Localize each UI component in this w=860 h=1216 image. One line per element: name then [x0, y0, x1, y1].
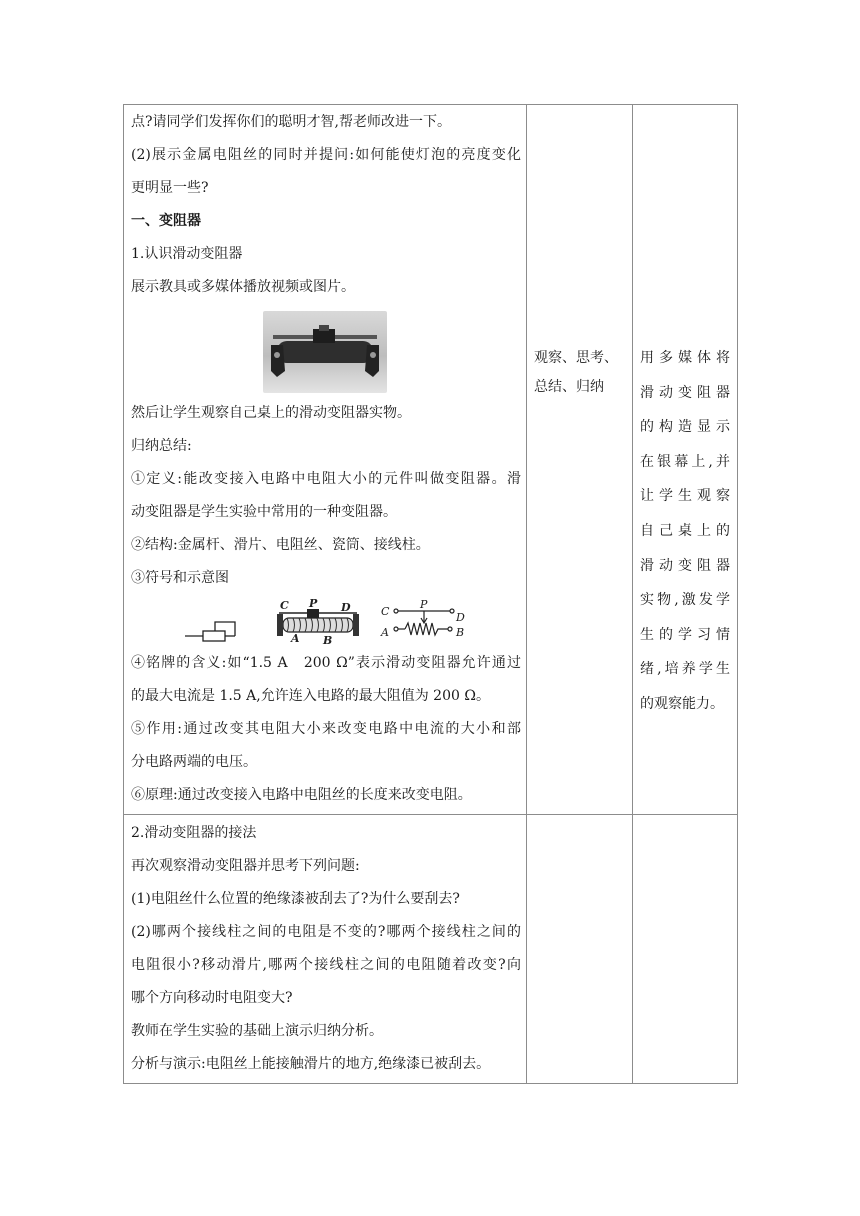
- text-line: 归纳总结:: [131, 438, 192, 454]
- student-activity-line: 总结、归纳: [534, 379, 604, 395]
- design-intent-line: 在银幕上,并: [640, 453, 730, 470]
- rheostat-schematic-icon: [394, 609, 454, 635]
- subsection-heading: 1.认识滑动变阻器: [131, 246, 243, 262]
- section-heading: 一、变阻器: [131, 213, 201, 229]
- text-line: ①定义:能改变接入电路中电阻大小的元件叫做变阻器。滑: [131, 471, 521, 487]
- text-line: 更明显一些?: [131, 180, 209, 196]
- label-c: C: [381, 605, 390, 618]
- text-line: ⑤作用:通过改变其电阻大小来改变电路中电流的大小和部: [131, 721, 521, 737]
- text-line: ⑥原理:通过改变接入电路中电阻丝的长度来改变电阻。: [131, 787, 472, 803]
- subsection-heading: 2.滑动变阻器的接法: [131, 825, 257, 841]
- lesson-text-part3: [131, 647, 521, 812]
- label-b: B: [456, 626, 465, 639]
- design-intent-line: 绪,培养学生: [640, 661, 730, 678]
- design-intent-line: 的构造显示: [640, 419, 730, 436]
- table-top-border: [123, 104, 738, 105]
- design-intent-line: 用多媒体将: [640, 350, 730, 366]
- column-divider-2: [632, 104, 633, 1084]
- rheostat-diagrams: [175, 596, 475, 646]
- text-line: ④铭牌的含义:如“1.5 A 200 Ω”表示滑动变阻器允许通过: [131, 655, 521, 671]
- label-a: A: [381, 626, 389, 639]
- student-activity-cell: [534, 344, 624, 402]
- student-activity-line: 观察、思考、: [534, 350, 618, 366]
- text-line: 点?请同学们发挥你们的聪明才智,帮老师改进一下。: [131, 114, 451, 130]
- label-p: P: [420, 598, 428, 611]
- table-right-border: [737, 104, 738, 1084]
- label-b: B: [323, 634, 333, 646]
- design-intent-line: 实物,激发学: [640, 592, 730, 609]
- lesson-text-part2: [131, 397, 521, 595]
- design-intent-cell: [640, 341, 730, 722]
- design-intent-line: 滑动变阻器: [640, 384, 730, 401]
- text-line: 展示教具或多媒体播放视频或图片。: [131, 279, 355, 295]
- design-intent-line: 让学生观察: [640, 488, 730, 505]
- text-line: 动变阻器是学生实验中常用的一种变阻器。: [131, 504, 397, 520]
- label-d: D: [341, 601, 351, 614]
- text-line: 的最大电流是 1.5 A,允许连入电路的最大阻值为 200 Ω。: [131, 688, 490, 704]
- label-d: D: [456, 611, 465, 624]
- label-p: P: [309, 597, 318, 610]
- column-divider-1: [526, 104, 527, 1084]
- rheostat-symbol-icon: [185, 622, 235, 641]
- text-line: ③符号和示意图: [131, 570, 229, 586]
- table-left-border: [123, 104, 124, 1084]
- design-intent-line: 生的学习情: [640, 626, 730, 643]
- text-line: 教师在学生实验的基础上演示归纳分析。: [131, 1023, 383, 1039]
- text-line: 分析与演示:电阻丝上能接触滑片的地方,绝缘漆已被刮去。: [131, 1056, 491, 1072]
- text-line: 再次观察滑动变阻器并思考下列问题:: [131, 858, 360, 874]
- text-line: 分电路两端的电压。: [131, 754, 257, 770]
- text-line: 然后让学生观察自己桌上的滑动变阻器实物。: [131, 405, 411, 421]
- label-c: C: [280, 599, 289, 612]
- design-intent-line: 自己桌上的: [640, 522, 730, 539]
- design-intent-line: 的观察能力。: [640, 695, 724, 712]
- lesson-text-part4: [131, 817, 521, 1081]
- lesson-text-part1: [131, 106, 521, 304]
- label-a: A: [291, 632, 300, 645]
- text-line: 电阻很小?移动滑片,哪两个接线柱之间的电阻随着改变?向: [131, 957, 521, 973]
- design-intent-line: 滑动变阻器: [640, 557, 730, 574]
- text-line: (1)电阻丝什么位置的绝缘漆被刮去了?为什么要刮去?: [131, 891, 460, 907]
- text-line: 哪个方向移动时电阻变大?: [131, 990, 293, 1006]
- text-line: (2)哪两个接线柱之间的电阻是不变的?哪两个接线柱之间的: [131, 924, 521, 940]
- rheostat-photo: [263, 311, 387, 393]
- row-divider: [123, 814, 738, 815]
- table-bottom-border: [123, 1083, 738, 1084]
- text-line: (2)展示金属电阻丝的同时并提问:如何能使灯泡的亮度变化: [131, 147, 521, 163]
- text-line: ②结构:金属杆、滑片、电阻丝、瓷筒、接线柱。: [131, 537, 430, 553]
